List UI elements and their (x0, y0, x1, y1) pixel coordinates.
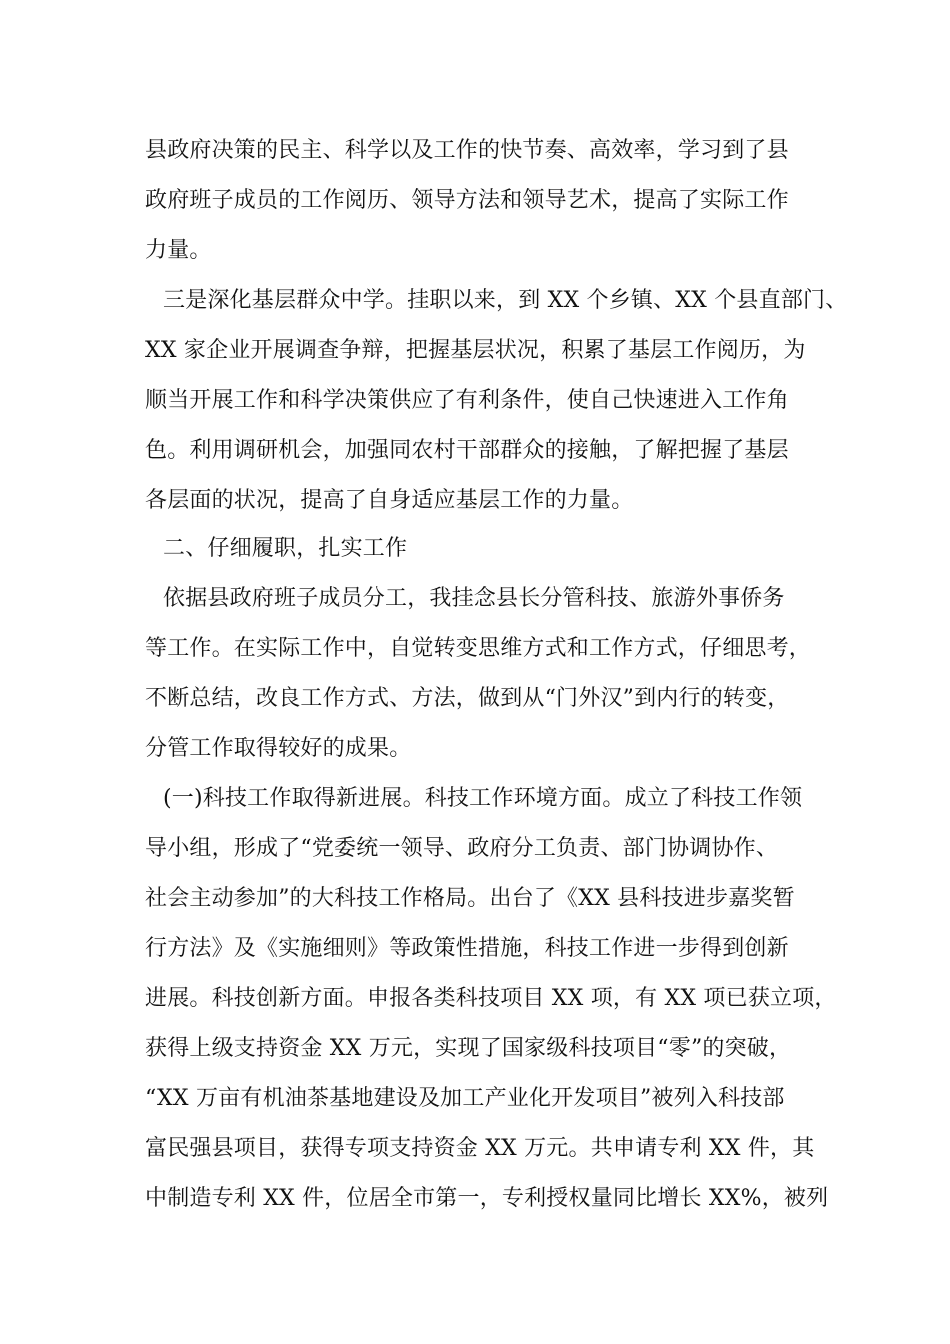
text-line: 等工作。在实际工作中，自觉转变思维方式和工作方式，仔细思考， (145, 636, 812, 661)
text-line: 不断总结，改良工作方式、方法，做到从“门外汉”到内行的转变， (145, 686, 790, 711)
text-line: 行方法》及《实施细则》等政策性措施，科技工作进一步得到创新 (145, 936, 789, 961)
text-line: 各层面的状况，提高了自身适应基层工作的力量。 (145, 488, 634, 513)
text-line: 社会主动参加”的大科技工作格局。出台了《XX 县科技进步嘉奖暂 (145, 886, 795, 911)
text-line: 顺当开展工作和科学决策供应了有利条件，使自己快速进入工作角 (145, 388, 789, 413)
paragraph-start-line: (一)科技工作取得新进展。科技工作环境方面。成立了科技工作领 (163, 786, 803, 811)
text-line: 进展。科技创新方面。申报各类科技项目 XX 项，有 XX 项已获立项， (145, 986, 837, 1011)
text-line: XX 家企业开展调查争辩，把握基层状况，积累了基层工作阅历，为 (145, 338, 806, 363)
text-line: 中制造专利 XX 件，位居全市第一，专利授权量同比增长 XX%，被列 (145, 1186, 829, 1211)
text-line: “XX 万亩有机油茶基地建设及加工产业化开发项目”被列入科技部 (145, 1086, 785, 1111)
paragraph-start-line: 依据县政府班子成员分工，我挂念县长分管科技、旅游外事侨务 (163, 586, 785, 611)
section-heading: 二、仔细履职，扎实工作 (163, 536, 408, 561)
text-line: 政府班子成员的工作阅历、领导方法和领导艺术，提高了实际工作 (145, 188, 789, 213)
paragraph-start-line: 三是深化基层群众中学。挂职以来，到 XX 个乡镇、XX 个县直部门、 (163, 288, 848, 313)
text-line: 色。利用调研机会，加强同农村干部群众的接触，了解把握了基层 (145, 438, 789, 463)
text-line: 获得上级支持资金 XX 万元，实现了国家级科技项目“零”的突破， (145, 1036, 792, 1061)
text-line: 富民强县项目，获得专项支持资金 XX 万元。共申请专利 XX 件，其 (145, 1136, 815, 1161)
text-line: 县政府决策的民主、科学以及工作的快节奏、高效率，学习到了县 (145, 138, 789, 163)
text-line: 导小组，形成了“党委统一领导、政府分工负责、部门协调协作、 (145, 836, 779, 861)
text-line: 分管工作取得较好的成果。 (145, 736, 412, 761)
text-line: 力量。 (145, 238, 212, 263)
